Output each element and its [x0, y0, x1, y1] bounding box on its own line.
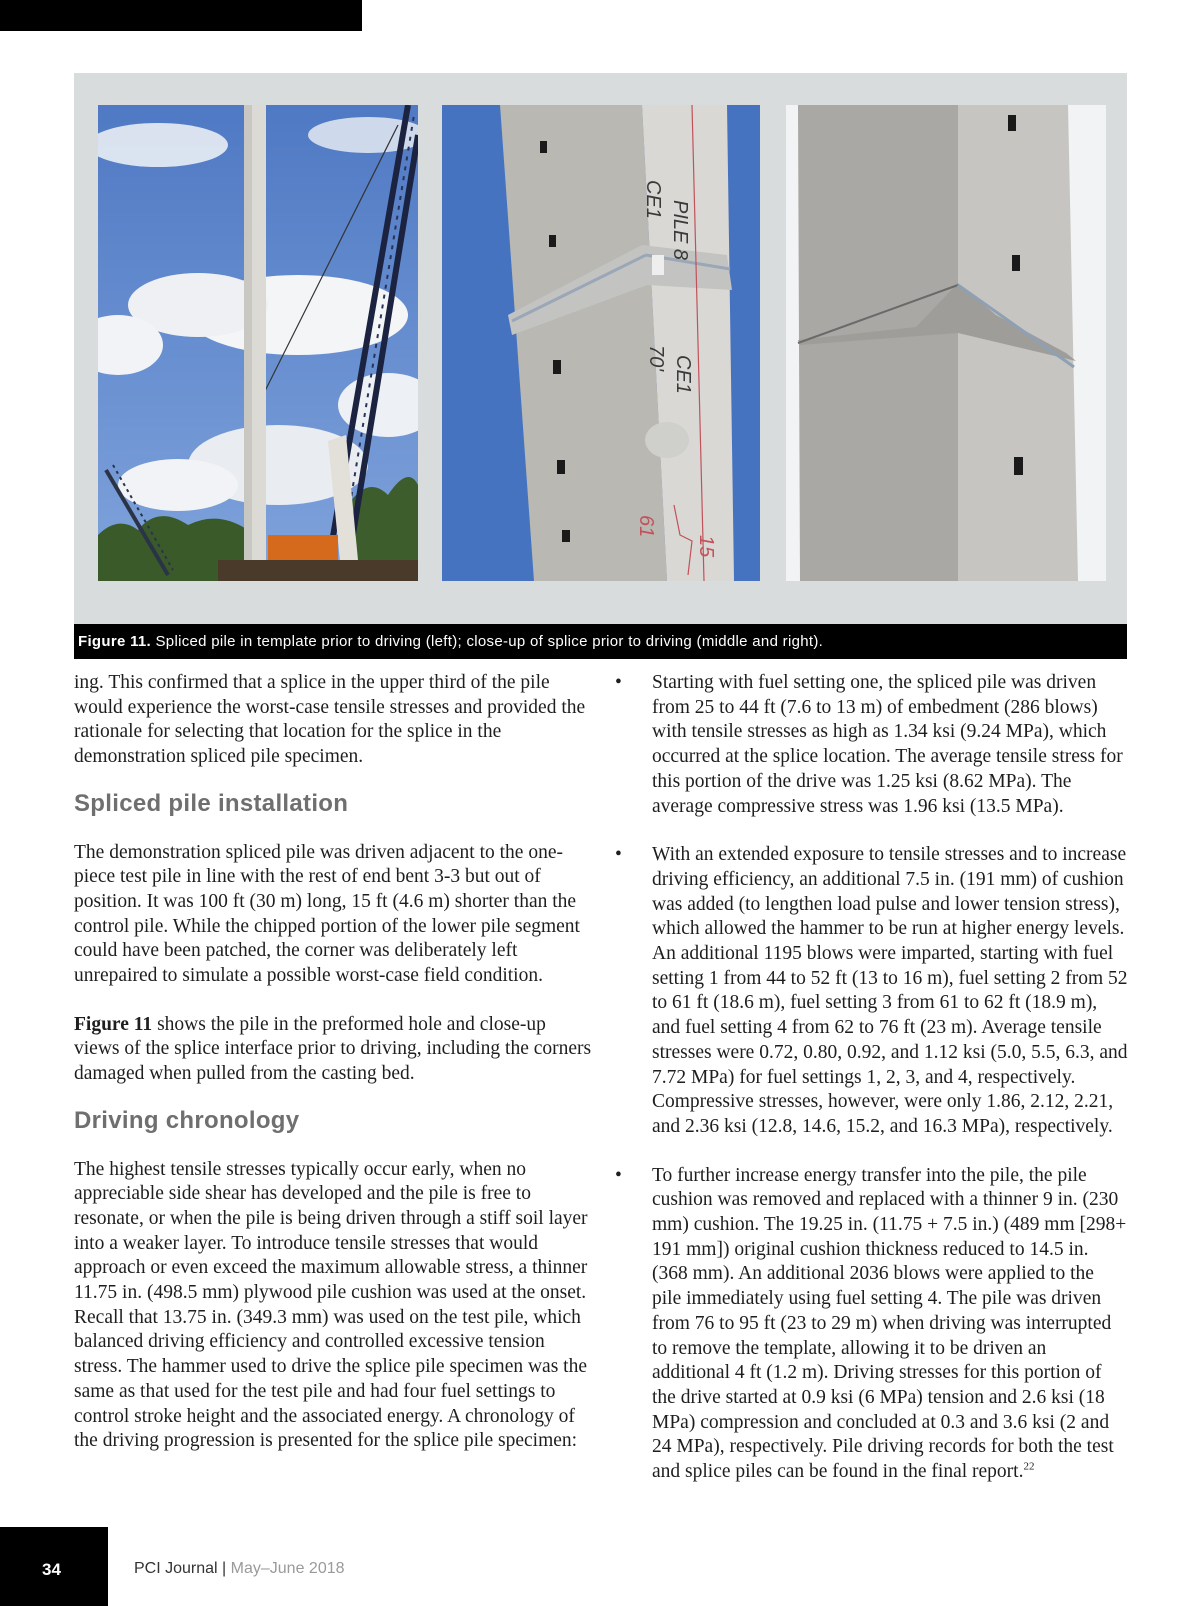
heading-driving-chronology: Driving chronology: [74, 1106, 300, 1134]
bullet-marker: •: [615, 672, 622, 693]
svg-text:CE1: CE1: [642, 180, 664, 219]
reference-superscript: 22: [1023, 1460, 1035, 1473]
bullet-item-2: [615, 843, 1128, 1139]
svg-text:70': 70': [645, 345, 667, 372]
journal-name: PCI Journal: [134, 1560, 218, 1577]
heading-spliced-pile-installation: Spliced pile installation: [74, 789, 349, 817]
svg-text:PILE 8: PILE 8: [669, 200, 691, 261]
figure-reference: Figure 11: [74, 1013, 153, 1035]
bullet-text-3: [652, 1164, 1128, 1485]
page-number: 34: [42, 1560, 61, 1579]
photo-splice-closeup-right: [786, 105, 1106, 581]
footer-separator: |: [222, 1560, 227, 1577]
left-column: [74, 671, 594, 1454]
bullet-marker: •: [615, 844, 622, 866]
svg-text:15: 15: [695, 535, 717, 558]
bullet-item-1: [615, 671, 1128, 819]
bullet-text-2: With an extended exposure to tensile stresses and to increase driving efficiency, an additional 7.5 in. (191 mm) of cushion was added (to lengthen load pulse and lower tension stress), which allowed the hammer to be run at higher energy levels. An additional 1195 blows were imparted, starting with fuel setting 1 from 44 to 52 ft (13 to 16 m), fuel setting 2 from 52 to 61 ft (18.6 m), fuel setting 3 from 61 to 62 ft (18.9 m), and fuel setting 4 from 62 to 76 ft (23 m). Average tensile stresses were 0.72, 0.80, 0.92, and 1.12 ksi (5.0, 5.5, 6.3, and 7.72 MPa) for fuel settings 1, 2, 3, and 4, respectively. Compressive stresses, however, were only 1.86, 2.12, 2.21, and 2.36 ksi (12.8, 14.6, 15.2, and 16.3 MPa), respectively.: [652, 844, 1128, 1137]
bullet-text-1: Starting with fuel setting one, the spliced pile was driven from 25 to 44 ft (7.6 to 13 m) of embedment (286 blows) with tensile stresses as high as 1.34 ksi (9.24 MPa), which occurred at the splice location. The average tensile stress for this portion of the drive was 1.25 ksi (8.62 MPa). The average compressive stress was 1.96 ksi (13.5 MPa).: [652, 672, 1123, 817]
bullet-text-3-body: To further increase energy transfer into the pile, the pile cushion was removed and replaced with a thinner 9 in. (230 mm) cushion. The 19.25 in. (11.75 + 7.5 in.) (489 mm [298+ 191 mm]) original cushion thickness reduced to 14.5 in. (368 mm). An additional 2036 blows were applied to the pile immediately using fuel setting 4. The pile was driven from 76 to 95 ft (23 to 29 m) when driving was interrupted to remove the template, allowing it to be driven an additional 4 ft (1.2 m). Driving stresses for this portion of the drive started at 0.9 ksi (6 MPa) tension and 2.6 ksi (18 MPa) compression and concluded at 0.3 and 3.6 ksi (2 and 24 MPa), respectively. Pile driving records for both the test and splice piles can be found in the final report.: [652, 1164, 1127, 1483]
figure-caption-label: Figure 11.: [78, 633, 152, 650]
photo-spliced-pile-in-template: [98, 105, 418, 581]
right-column: [615, 671, 1128, 1485]
figure-caption: [74, 624, 1127, 659]
page-number-box: [0, 1527, 108, 1606]
paragraph-figure-reference: [74, 1013, 594, 1087]
svg-text:61: 61: [635, 515, 657, 538]
footer-journal-info: [134, 1560, 345, 1578]
header-bar: [0, 0, 362, 31]
bullet-marker: •: [615, 1164, 622, 1186]
figure-caption-text: Spliced pile in template prior to driving (left); close-up of splice prior to driving (middle and right).: [155, 633, 824, 650]
paragraph-continuation: ing. This confirmed that a splice in the upper third of the pile would experience the worst-case tensile stresses and provided the rationale for selecting that location for the splice in the demonstration spliced pile specimen.: [74, 672, 586, 768]
issue-date: May–June 2018: [230, 1560, 345, 1577]
bullet-item-3: [615, 1164, 1128, 1485]
photo-splice-closeup-middle: [442, 105, 760, 581]
paragraph-figure-reference-text: shows the pile in the preformed hole and close-up views of the splice interface prior to driving, including the corners damaged when pulled from the casting bed.: [74, 1013, 592, 1085]
svg-text:CE1: CE1: [672, 355, 694, 394]
paragraph-chronology: The highest tensile stresses typically occur early, when no appreciable side shear has developed and the pile is free to resonate, or when the pile is being driven through a stiff soil layer into a weaker layer. To introduce tensile stresses that would approach or even exceed the maximum allowable stress, a thinner 11.75 in. (498.5 mm) plywood pile cushion was used at the onset. Recall that 13.75 in. (349.3 mm) was used on the test pile, which balanced driving efficiency and controlled excessive tension stress. The hammer used to drive the splice pile specimen was the same as that used for the test pile and had four fuel settings to control stroke height and the associated energy. A chronology of the driving progression is presented for the splice pile specimen:: [74, 1158, 588, 1452]
paragraph-installation: The demonstration spliced pile was driven adjacent to the one-piece test pile in line with the rest of end bent 3-3 but out of position. It was 100 ft (30 m) long, 15 ft (4.6 m) shorter than the control pile. While the chipped portion of the lower pile segment could have been patched, the corner was deliberately left unrepaired to simulate a possible worst-case field condition.: [74, 841, 580, 987]
